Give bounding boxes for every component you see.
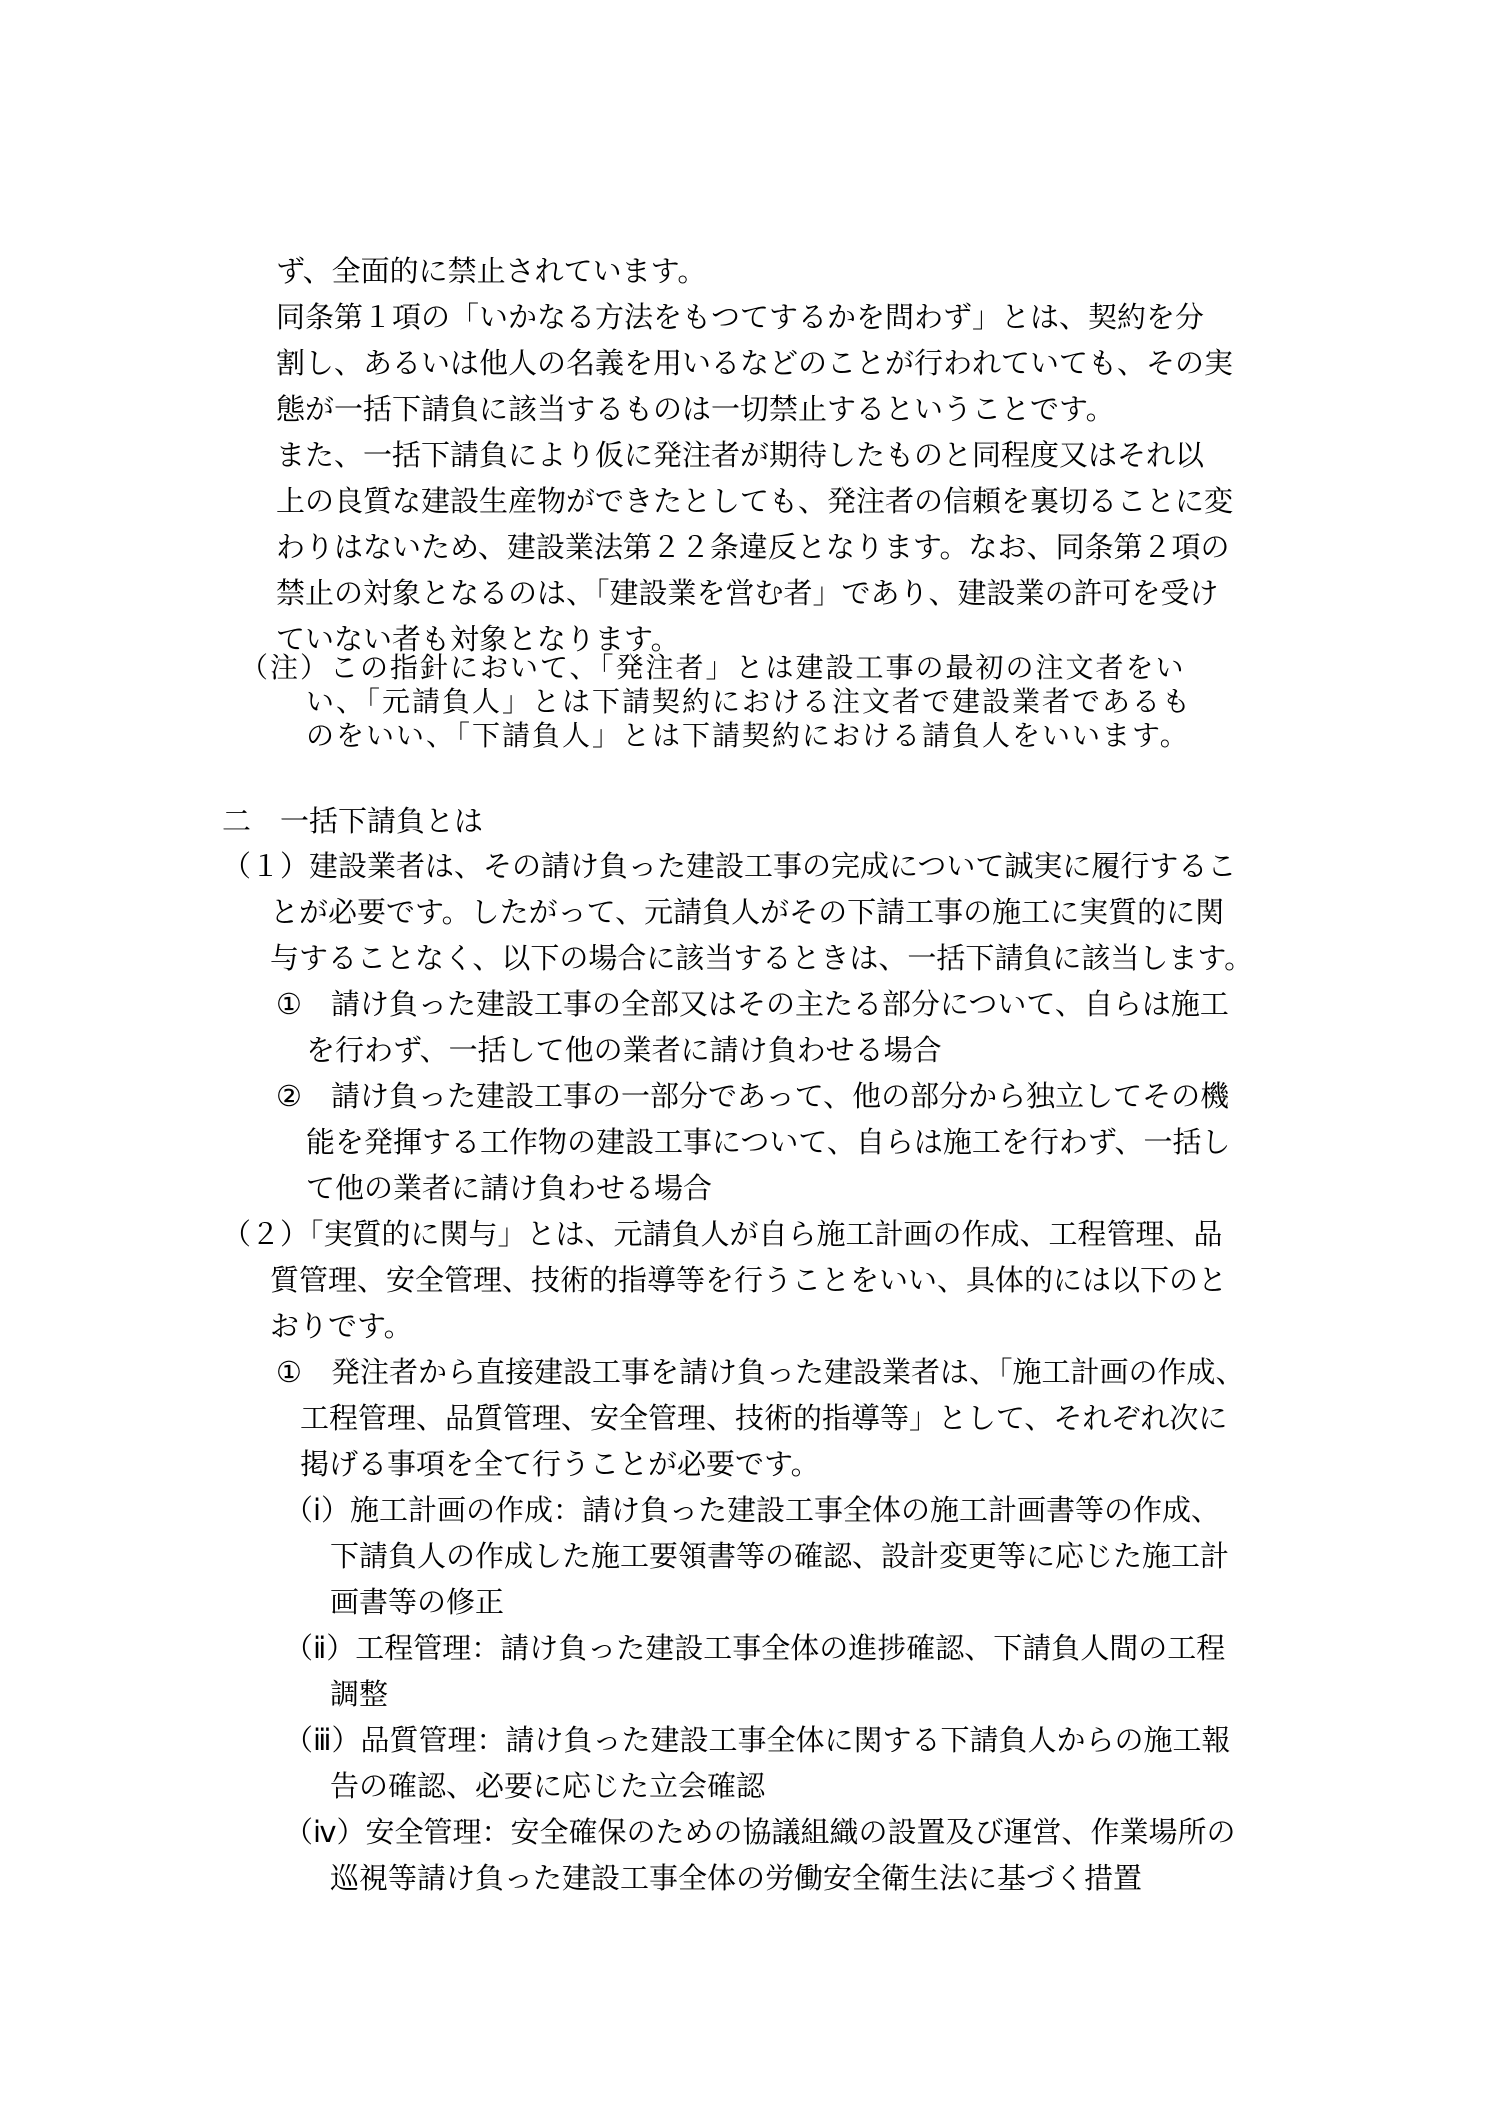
intro-line: ず、全面的に禁止されています。 (276, 254, 707, 288)
sub-item-line: （ⅰ）施工計画の作成：請け負った建設工事全体の施工計画書等の作成、 (284, 1493, 1221, 1527)
sub-item-line: 下請負人の作成した施工要領書等の確認、設計変更等に応じた施工計 (330, 1539, 1230, 1573)
list-item-line: ① 請け負った建設工事の全部又はその主たる部分について、自らは施工 (276, 987, 1229, 1021)
intro-line: 同条第１項の「いかなる方法をもつてするかを問わず」とは、契約を分 (276, 300, 1205, 334)
paragraph-line: （２）「実質的に関与」とは、元請負人が自ら施工計画の作成、工程管理、品 (222, 1217, 1223, 1251)
paragraph-line: おりです。 (270, 1309, 413, 1343)
paragraph-line: 与することなく、以下の場合に該当するときは、一括下請負に該当します。 (270, 941, 1254, 975)
intro-line: また、一括下請負により仮に発注者が期待したものと同程度又はそれ以 (276, 438, 1205, 472)
intro-line: わりはないため、建設業法第２２条違反となります。なお、同条第２項の (276, 530, 1230, 564)
list-item-line: を行わず、一括して他の業者に請け負わせる場合 (306, 1033, 942, 1067)
intro-line: 態が一括下請負に該当するものは一切禁止するということです。 (276, 392, 1115, 426)
sub-item-line: 巡視等請け負った建設工事全体の労働安全衛生法に基づく措置 (330, 1861, 1143, 1895)
list-item-line: 掲げる事項を全て行うことが必要です。 (300, 1447, 820, 1481)
paragraph-line: （１）建設業者は、その請け負った建設工事の完成について誠実に履行するこ (222, 849, 1237, 883)
list-item-line: ① 発注者から直接建設工事を請け負った建設業者は、「施工計画の作成、 (276, 1355, 1245, 1389)
sub-item-line: （ⅱ）工程管理：請け負った建設工事全体の進捗確認、下請負人間の工程 (284, 1631, 1226, 1665)
intro-line: 上の良質な建設生産物ができたとしても、発注者の信頼を裏切ることに変 (276, 484, 1234, 518)
intro-line: 禁止の対象となるのは、「建設業を営む者」であり、建設業の許可を受け (276, 576, 1219, 610)
sub-item-line: （ⅳ）安全管理：安全確保のための協議組織の設置及び運営、作業場所の (284, 1815, 1236, 1849)
list-item-line: ② 請け負った建設工事の一部分であって、他の部分から独立してその機 (276, 1079, 1230, 1113)
list-item-line: 工程管理、品質管理、安全管理、技術的指導等」として、それぞれ次に (300, 1401, 1228, 1435)
list-item-line: て他の業者に請け負わせる場合 (306, 1171, 713, 1205)
intro-line: ていない者も対象となります。 (276, 622, 680, 656)
sub-item-line: 調整 (330, 1677, 389, 1711)
note-line: い、「元請負人」とは下請契約における注文者で建設業者であるも (306, 685, 1193, 718)
section-heading: 二 一括下請負とは (222, 804, 484, 838)
list-item-line: 能を発揮する工作物の建設工事について、自らは施工を行わず、一括し (306, 1125, 1231, 1159)
paragraph-line: とが必要です。したがって、元請負人がその下請工事の施工に実質的に関 (270, 895, 1225, 929)
note-line: のをいい、「下請負人」とは下請契約における請負人をいいます。 (306, 719, 1190, 752)
sub-item-line: （ⅲ）品質管理：請け負った建設工事全体に関する下請負人からの施工報 (284, 1723, 1231, 1757)
note-line: （注）この指針において、「発注者」とは建設工事の最初の注文者をい (240, 651, 1186, 684)
sub-item-line: 告の確認、必要に応じた立会確認 (330, 1769, 766, 1803)
sub-item-line: 画書等の修正 (330, 1585, 505, 1619)
intro-line: 割し、あるいは他人の名義を用いるなどのことが行われていても、その実 (276, 346, 1234, 380)
paragraph-line: 質管理、安全管理、技術的指導等を行うことをいい、具体的には以下のと (270, 1263, 1228, 1297)
